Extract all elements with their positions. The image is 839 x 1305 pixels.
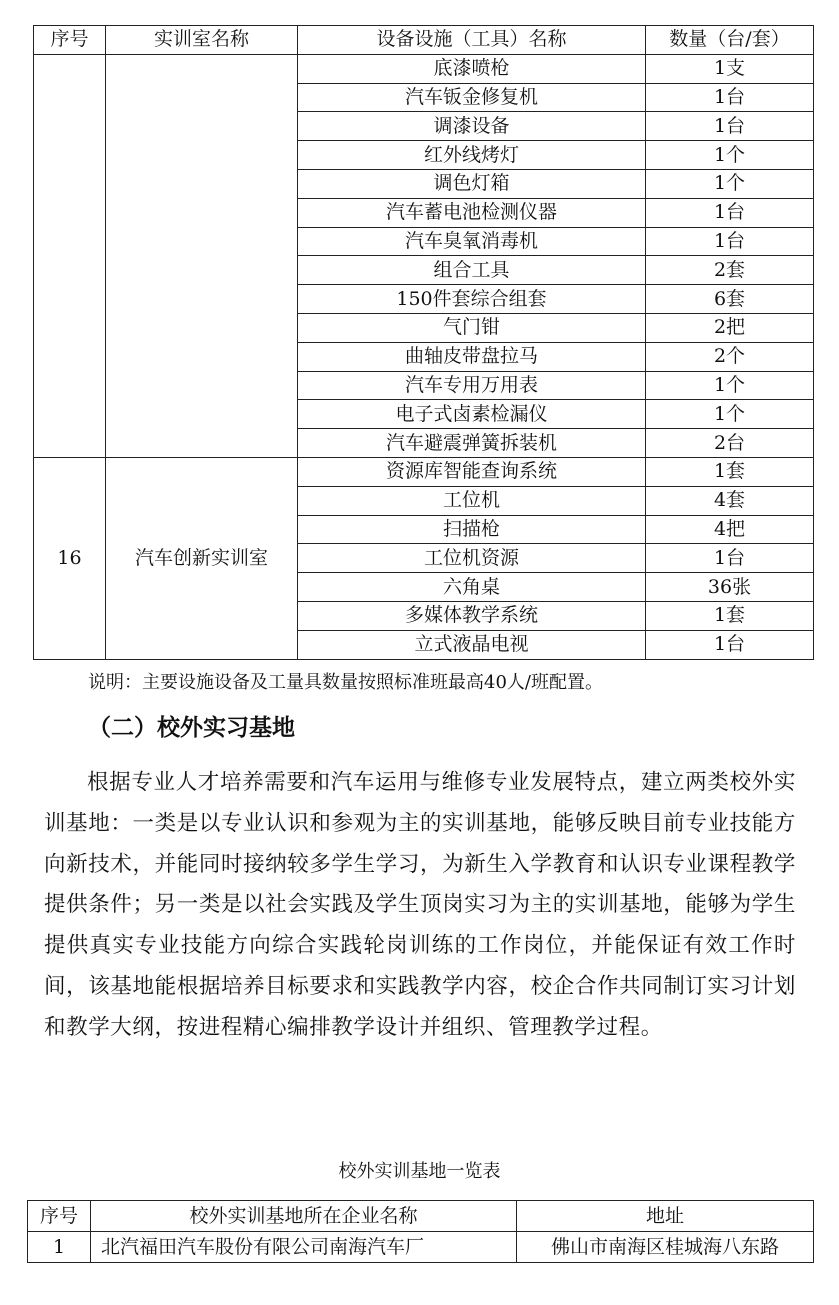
equipment-quantity: 2把 — [646, 313, 814, 342]
equipment-quantity: 2个 — [646, 342, 814, 371]
equipment-quantity: 1个 — [646, 371, 814, 400]
table-note: 说明：主要设施设备及工量具数量按照标准班最高40人/班配置。 — [88, 672, 603, 693]
header-no: 序号 — [34, 26, 106, 55]
equipment-name: 调色灯箱 — [298, 169, 646, 198]
equipment-name: 汽车蓄电池检测仪器 — [298, 198, 646, 227]
equipment-quantity: 1台 — [646, 83, 814, 112]
base-table — [27, 1200, 814, 1263]
header-equipment: 设备设施（工具）名称 — [298, 26, 646, 55]
equipment-quantity: 1套 — [646, 601, 814, 630]
equipment-name: 多媒体教学系统 — [298, 601, 646, 630]
equipment-name: 工位机 — [298, 486, 646, 515]
base-table-caption: 校外实训基地一览表 — [338, 1161, 501, 1182]
body-paragraph: 根据专业人才培养需要和汽车运用与维修专业发展特点，建立两类校外实训基地：一类是以专业认识和参观为主的实训基地，能够反映目前专业技能方向新技术，并能同时接纳较多学生学习，为新生入学教育和认识专业课程教学提供条件；另一类是以社会实践及学生顶岗实习为主的实训基地，能够为学生提供真实专业技能方向综合实践轮岗训练的工作岗位，并能保证有效工作时间，该基地能根据培养目标要求和实践教学内容，校企合作共同制订实习计划和教学大纲，按进程精心编排教学设计并组织、管理教学过程。 — [44, 770, 796, 1040]
room-name: 汽车创新实训室 — [106, 457, 298, 659]
equipment-quantity: 6套 — [646, 285, 814, 314]
equipment-name: 气门钳 — [298, 313, 646, 342]
equipment-quantity: 1台 — [646, 544, 814, 573]
equipment-table — [33, 25, 814, 660]
base-table-header — [28, 1201, 814, 1232]
equipment-name: 汽车钣金修复机 — [298, 83, 646, 112]
equipment-quantity: 1套 — [646, 457, 814, 486]
equipment-name: 汽车避震弹簧拆装机 — [298, 429, 646, 458]
base-header-address: 地址 — [517, 1201, 814, 1232]
equipment-quantity: 1台 — [646, 198, 814, 227]
equipment-name: 汽车臭氧消毒机 — [298, 227, 646, 256]
room-name — [106, 54, 298, 457]
equipment-name: 底漆喷枪 — [298, 54, 646, 83]
equipment-name: 150件套综合组套 — [298, 285, 646, 314]
equipment-quantity: 4把 — [646, 515, 814, 544]
equipment-name: 调漆设备 — [298, 112, 646, 141]
equipment-row — [34, 457, 814, 486]
header-room: 实训室名称 — [106, 26, 298, 55]
section-heading: （二）校外实习基地 — [88, 715, 295, 741]
equipment-quantity: 1个 — [646, 400, 814, 429]
equipment-name: 汽车专用万用表 — [298, 371, 646, 400]
equipment-name: 组合工具 — [298, 256, 646, 285]
equipment-table-header — [34, 26, 814, 55]
equipment-name: 曲轴皮带盘拉马 — [298, 342, 646, 371]
equipment-quantity: 1台 — [646, 227, 814, 256]
header-quantity: 数量（台/套） — [646, 26, 814, 55]
equipment-name: 扫描枪 — [298, 515, 646, 544]
base-address: 佛山市南海区桂城海八东路 — [517, 1232, 814, 1263]
equipment-name: 电子式卤素检漏仪 — [298, 400, 646, 429]
equipment-row — [34, 54, 814, 83]
equipment-quantity: 1台 — [646, 630, 814, 659]
base-company-name: 北汽福田汽车股份有限公司南海汽车厂 — [91, 1232, 517, 1263]
equipment-quantity: 2套 — [646, 256, 814, 285]
equipment-name: 资源库智能查询系统 — [298, 457, 646, 486]
equipment-quantity: 4套 — [646, 486, 814, 515]
equipment-name: 立式液晶电视 — [298, 630, 646, 659]
row-number — [34, 54, 106, 457]
equipment-name: 红外线烤灯 — [298, 141, 646, 170]
equipment-quantity: 1台 — [646, 112, 814, 141]
equipment-quantity: 1个 — [646, 169, 814, 198]
base-row — [28, 1232, 814, 1263]
base-header-no: 序号 — [28, 1201, 91, 1232]
equipment-quantity: 2台 — [646, 429, 814, 458]
equipment-quantity: 36张 — [646, 573, 814, 602]
base-header-company: 校外实训基地所在企业名称 — [91, 1201, 517, 1232]
equipment-name: 工位机资源 — [298, 544, 646, 573]
equipment-quantity: 1支 — [646, 54, 814, 83]
base-row-number: 1 — [28, 1232, 91, 1263]
equipment-name: 六角桌 — [298, 573, 646, 602]
equipment-quantity: 1个 — [646, 141, 814, 170]
row-number: 16 — [34, 457, 106, 659]
